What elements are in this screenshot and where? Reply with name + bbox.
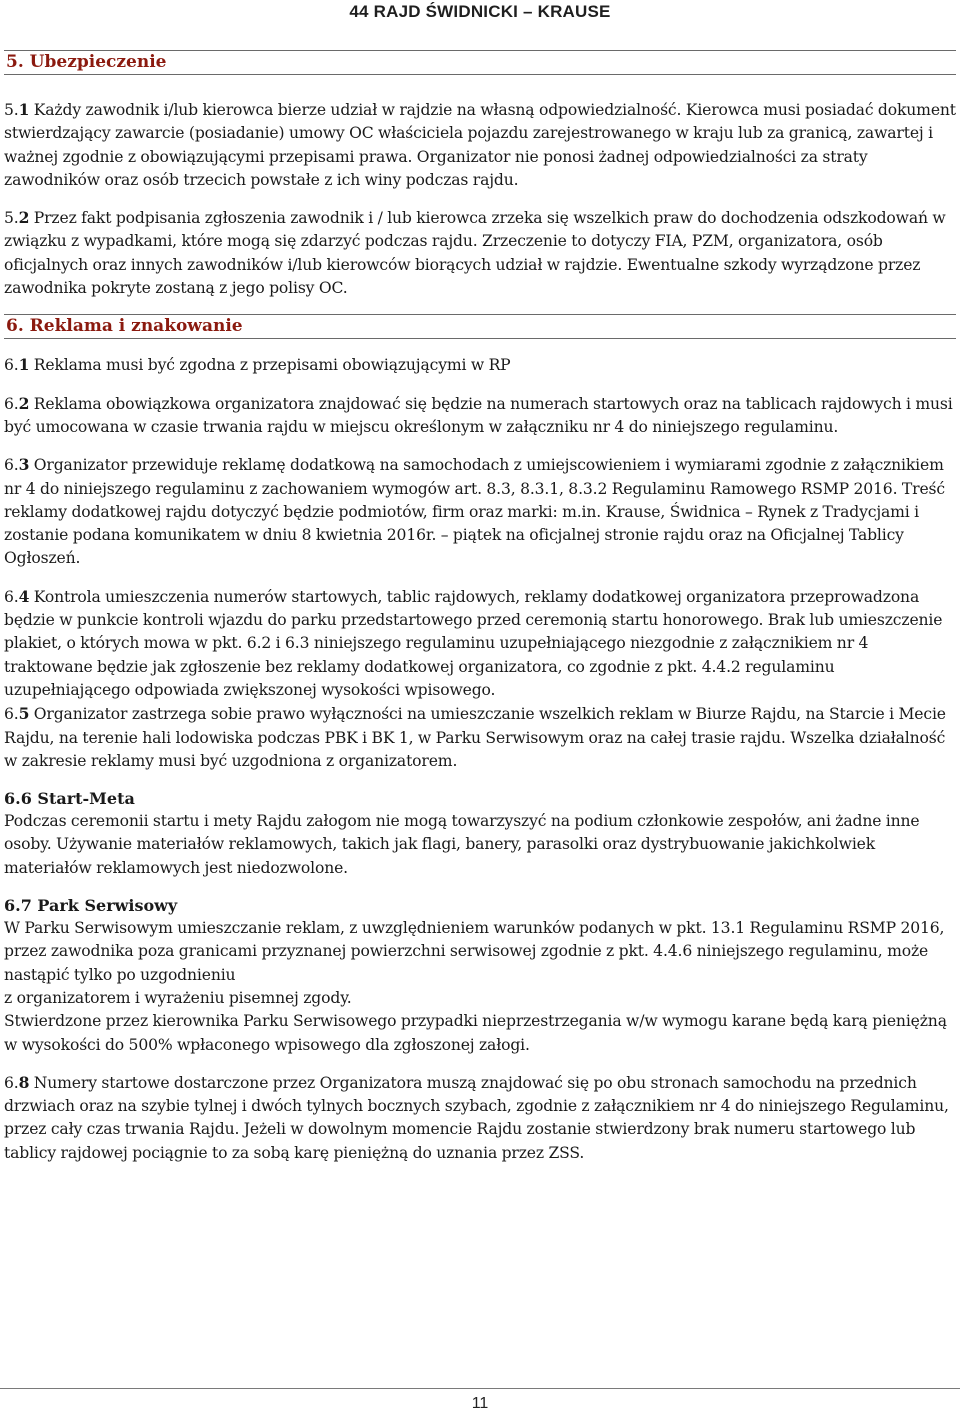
subheading-6-7: 6.7 Park Serwisowy [4, 896, 178, 916]
paragraph-6-8: 6.8 Numery startowe dostarczone przez Organizatora muszą znajdować się po obu stronach samochodu na przednich drzwiach oraz na szybie tylnej i dwóch tylnych bocznych szybach, zgodnie z załącznikiem nr 4 do niniejszego Regulaminu, przez cały czas trwania Rajdu. Jeżeli w dowolnym momencie Rajdu zostanie stwierdzony brak numeru startowego lub tablicy rajdowej pociągnie to za sobą karę pieniężną do uznania przez ZSS. [4, 1072, 949, 1162]
document-body [4, 50, 956, 1165]
paragraph-5-1: 5.1 Każdy zawodnik i/lub kierowca bierze udział w rajdzie na własną odpowiedzialność. Kierowca musi posiadać dokument stwierdzający zawarcie (posiadanie) umowy OC właściciela pojazdu zarejestrowanego w kraju lub za granicą, zawartej i ważnej zgodnie z obowiązującymi przepisami prawa. Organizator nie ponosi żadnej odpowiedzialności za straty zawodników oraz osób trzecich powstałe z ich winy podczas rajdu. [4, 100, 956, 189]
document-header: 44 RAJD ŚWIDNICKI – KRAUSE [349, 2, 611, 21]
section-5-heading: 5. Ubezpieczenie [4, 50, 956, 75]
paragraph-6-2: 6.2 Reklama obowiązkowa organizatora znajdować się będzie na numerach startowych oraz na tablicach rajdowych i musi być umocowana w czasie trwania rajdu w miejscu określonym w załączniku nr 4 do niniejszego regulaminu. [4, 393, 953, 436]
paragraph-6-7c: Stwierdzone przez kierownika Parku Serwisowego przypadki nieprzestrzegania w/w wymogu karane będą karą pieniężną w wysokości do 500% wpłaconego wpisowego dla zgłoszonej załogi. [4, 1012, 947, 1054]
section-6-heading: 6. Reklama i znakowanie [4, 314, 956, 339]
paragraph-6-5: 6.5 Organizator zastrzega sobie prawo wyłączności na umieszczanie wszelkich reklam w Biurze Rajdu, na Starcie i Mecie Rajdu, na terenie hali lodowiska podczas PBK i BK 1, w Parku Serwisowym oraz na całej trasie rajdu. Wszelka działalność w zakresie reklamy musi być uzgodniona z organizatorem. [4, 704, 946, 770]
paragraph-6-7b: z organizatorem i wyrażeniu pisemnej zgody. [4, 988, 352, 1007]
paragraph-6-1: 6.1 Reklama musi być zgodna z przepisami obowiązującymi w RP [4, 355, 511, 375]
paragraph-6-7a: W Parku Serwisowym umieszczanie reklam, z uwzględnieniem warunków podanych w pkt. 13.1 Regulaminu RSMP 2016, przez zawodnika poza granicami przyznanej powierzchni serwisowej zgodnie z pkt. 4.4.6 niniejszego regulaminu, może nastąpić tylko po uzgodnieniu [4, 919, 945, 984]
paragraph-6-4: 6.4 Kontrola umieszczenia numerów startowych, tablic rajdowych, reklamy dodatkowej organizatora przeprowadzona będzie w punkcie kontroli wjazdu do parku przedstartowego przed ceremonią startu honorowego. Brak lub umieszczenie plakiet, o których mowa w pkt. 6.2 i 6.3 niniejszego regulaminu uzupełniającego niezgodnie z załącznikiem nr 4 traktowane będzie jak zgłoszenie bez reklamy dodatkowej organizatora, co zgodnie z pkt. 4.4.2 regulaminu uzupełniającego odpowiada zwiększonej wysokości wpisowego. [4, 586, 943, 699]
paragraph-5-2: 5.2 Przez fakt podpisania zgłoszenia zawodnik i / lub kierowca zrzeka się wszelkich praw do dochodzenia odszkodowań w związku z wypadkami, które mogą się zdarzyć podczas rajdu. Zrzeczenie to dotyczy FIA, PZM, organizatora, osób oficjalnych oraz innych zawodników i/lub kierowców biorących udział w rajdzie. Ewentualne szkody wyrządzone przez zawodnika pokryte zostaną z jego polisy OC. [4, 208, 946, 298]
page-number: 11 [0, 1388, 960, 1414]
paragraph-6-6: Podczas ceremonii startu i mety Rajdu załogom nie mogą towarzyszyć na podium członkowie zespołów, ani żadne inne osoby. Używanie materiałów reklamowych, takich jak flagi, banery, parasolki oraz dystrybuowanie jakichkolwiek materiałów reklamowych jest niedozwolone. [4, 812, 920, 877]
subheading-6-6: 6.6 Start-Meta [4, 789, 135, 809]
paragraph-6-3: 6.3 Organizator przewiduje reklamę dodatkową na samochodach z umiejscowieniem i wymiarami zgodnie z załącznikiem nr 4 do niniejszego regulaminu z zachowaniem wymogów art. 8.3, 8.3.1, 8.3.2 Regulaminu Ramowego RSMP 2016. Treść reklamy dodatkowej rajdu dotyczyć będzie podmiotów, firm oraz marki: m.in. Krause, Świdnica – Rynek z Tradycjami i zostanie podana komunikatem w dniu 8 kwietnia 2016r. – piątek na oficjalnej stronie rajdu oraz na Oficjalnej Tablicy Ogłoszeń. [4, 455, 945, 568]
